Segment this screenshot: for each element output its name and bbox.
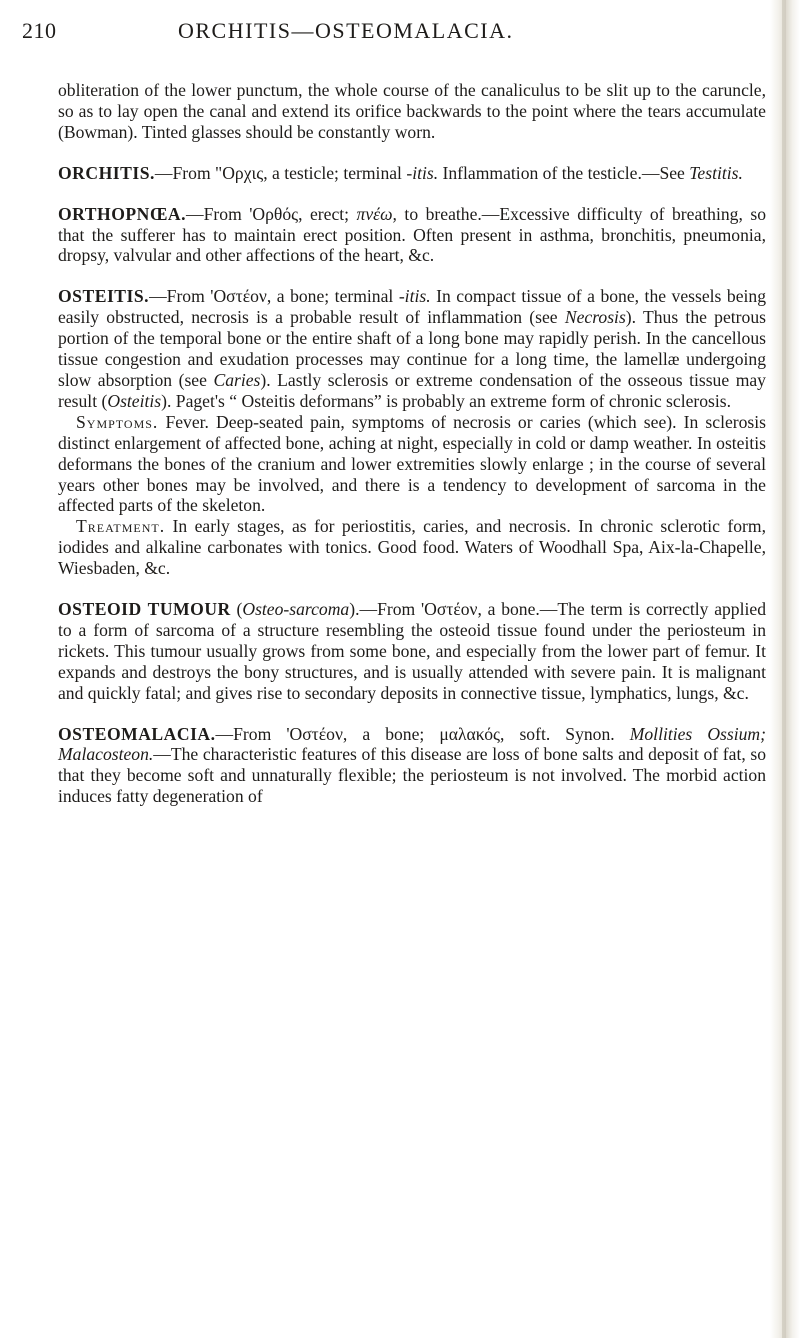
orchitis-part1: —From "Ορχις, a testicle; terminal — [154, 162, 407, 183]
osteitis-part3: ). Thus the petrous portion of the temporal bone or the entire shaft of a long bone may rapidly perish. In the cancellous tissue congestion and exudation processes may continue for a long time, the lamellæ undergoing slow absorption (see — [58, 307, 766, 390]
osteitis-part5: ). Paget's “ Osteitis deformans” is probably an extreme form of chronic sclerosis. — [161, 390, 732, 411]
osteitis-part1: —From 'Οστέον, a bone; terminal — [149, 286, 399, 307]
osteoid-part1: ( — [230, 599, 243, 620]
orthopnoea-part2: to breathe.—Excessive difficulty of breathing, so that the sufferer has to maintain erect position. Often present in asthma, bronchitis, pneumonia, dropsy, valvular and other affections of the heart, &c. — [58, 203, 766, 266]
osteitis-term: -itis. — [398, 286, 431, 307]
osteitis-xref-osteitis: Osteitis — [107, 390, 162, 411]
entry-orthopnoea — [58, 204, 766, 267]
treatment-label: Treatment. — [76, 516, 166, 537]
osteitis-xref-caries: Caries — [213, 369, 261, 390]
orchitis-xref: Testitis. — [689, 162, 743, 183]
symptoms-text: Fever. Deep-seated pain, symptoms of necrosis or caries (which see). In sclerosis distinct enlargement of affected bone, aching at night, especially in cold or damp weather. In osteitis deformans the bones of the cranium and lower extremities slowly enlarge ; in the course of several years other bones may be involved, and there is a tendency to development of sarcoma in the affected parts of the skeleton. — [58, 411, 766, 516]
orthopnoea-text — [58, 204, 766, 267]
entry-osteoid-tumour — [58, 599, 766, 704]
osteomalacia-synonyms: Mollities Ossium; Malacosteon. — [58, 723, 766, 765]
osteomalacia-part1: —From 'Οστέον, a bone; μαλακός, soft. Synon. — [215, 723, 630, 744]
entry-osteomalacia — [58, 724, 766, 808]
orchitis-term: -itis. — [406, 162, 439, 183]
osteoid-synonym: Osteo-sarcoma — [242, 599, 350, 620]
osteitis-treatment — [58, 516, 766, 579]
osteoid-part2: ).—From 'Οστέον, a bone.—The term is correctly applied to a form of sarcoma of a structure resembling the osteoid tissue found under the periosteum in rickets. This tumour usually grows from some bone, and especially from the lower part of femur. It expands and destroys the bony structures, and is usually attended with severe pain. It is malignant and quickly fatal; and gives rise to secondary deposits in connective tissue, lymphatics, lungs, &c. — [58, 599, 766, 703]
orchitis-part2: Inflammation of the testicle.—See — [438, 162, 690, 183]
entry-orchitis — [58, 163, 766, 184]
headword-osteitis: OSTEITIS. — [58, 286, 150, 307]
page-number: 210 — [22, 18, 57, 43]
osteomalacia-text — [58, 724, 766, 808]
body-text — [58, 80, 766, 827]
continuation-text: obliteration of the lower punctum, the whole course of the canaliculus to be slit up to the caruncle, so as to lay open the canal and extend its orifice backwards to the point where the tears accumulate (Bowman). Tinted glasses should be constantly worn. — [58, 80, 766, 142]
headword-osteoid-tumour: OSTEOID TUMOUR — [58, 599, 231, 620]
osteomalacia-part2: —The characteristic features of this disease are loss of bone salts and deposit of fat, so that they become soft and unnaturally flexible; the periosteum is not involved. The morbid action induces fatty degeneration of — [58, 744, 766, 807]
headword-orchitis: ORCHITIS. — [58, 162, 155, 183]
page-header — [0, 0, 780, 70]
orchitis-text — [58, 163, 766, 184]
osteitis-xref-necrosis: Necrosis — [564, 307, 626, 328]
orthopnoea-greek: πνέω, — [356, 203, 397, 224]
symptoms-label: Symptoms. — [76, 411, 159, 432]
running-head: ORCHITIS—OSTEOMALACIA. — [178, 18, 514, 43]
osteoid-text — [58, 599, 766, 704]
orthopnoea-part1: —From 'Ορθός, erect; — [186, 203, 357, 224]
osteitis-part4: ). Lastly sclerosis or extreme condensation of the osseous tissue may result ( — [58, 369, 766, 411]
osteitis-text — [58, 286, 766, 411]
binding-shadow — [782, 0, 786, 1338]
osteitis-symptoms — [58, 412, 766, 517]
continuation-paragraph — [58, 80, 766, 143]
entry-osteitis — [58, 286, 766, 579]
headword-orthopnoea: ORTHOPNŒA. — [58, 203, 187, 224]
osteitis-part2: In compact tissue of a bone, the vessels being easily obstructed, necrosis is a probable result of inflammation (see — [58, 286, 767, 328]
treatment-text: In early stages, as for periostitis, caries, and necrosis. In chronic sclerotic form, iodides and alkaline carbonates with tonics. Good food. Waters of Woodhall Spa, Aix-la-Chapelle, Wiesbaden, &c. — [58, 516, 766, 579]
headword-osteomalacia: OSTEOMALACIA. — [58, 723, 216, 744]
